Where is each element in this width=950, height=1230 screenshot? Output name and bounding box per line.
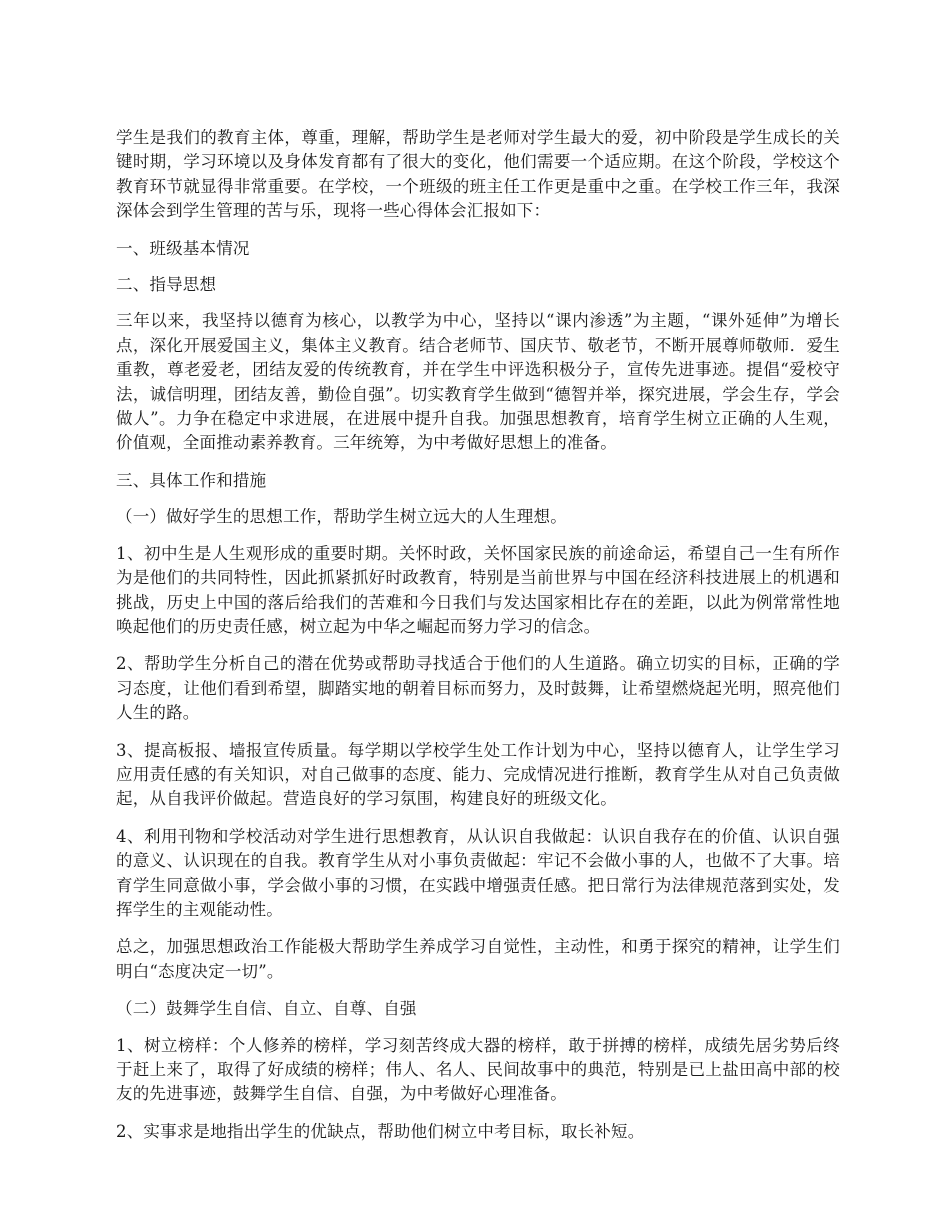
subsection-heading-encouragement: （二）鼓舞学生自信、自立、自尊、自强 [116,999,417,1019]
intro-paragraph: 学生是我们的教育主体，尊重，理解，帮助学生是老师对学生最大的爱，初中阶段是学生成长的关键时期，学习环境以及身体发育都有了很大的变化，他们需要一个适应期。在这个阶段，学校这个教育环节就显得非常重要。在学校，一个班级的班主任工作更是重中之重。在学校工作三年，我深深体会到学生管理的苦与乐，现将一些心得体会汇报如下： [116,128,840,221]
list-item-4: 4、利用刊物和学校活动对学生进行思想教育，从认识自我做起：认识自我存在的价值、认识自强的意义、认识现在的自我。教育学生从对小事负责做起：牢记不会做小事的人，也做不了大事。培育学生同意做小事，学会做小事的习惯，在实践中增强责任感。把日常行为法律规范落到实处，发挥学生的主观能动性。 [116,826,840,919]
list-item-role-models: 1、树立榜样：个人修养的榜样，学习刻苦终成大器的榜样，敢于拼搏的榜样，成绩先居劣势后终于赶上来了，取得了好成绩的榜样；伟人、名人、民间故事中的典范，特别是已上盐田高中部的校友的先进事迹，鼓舞学生自信、自强，为中考做好心理准备。 [116,1035,840,1104]
summary-paragraph: 总之，加强思想政治工作能极大帮助学生养成学习自觉性，主动性，和勇于探究的精神，让学生们明白“态度决定一切”。 [116,937,840,981]
list-item-strengths: 2、实事求是地指出学生的优缺点，帮助他们树立中考目标，取长补短。 [116,1121,645,1141]
section-heading-class-info: 一、班级基本情况 [116,238,250,258]
guiding-ideas-paragraph: 三年以来，我坚持以德育为核心，以教学为中心，坚持以“课内渗透”为主题，“课外延伸”为增长点，深化开展爱国主义，集体主义教育。结合老师节、国庆节、敬老节，不断开展尊师敬师．爱生重教，尊老爱老，团结友爱的传统教育，并在学生中评选积极分子，宣传先进事迹。提倡“爱校守法，诚信明理，团结友善，勤俭自强”。切实教育学生做到“德智并举，探究进展，学会生存，学会做人”。力争在稳定中求进展，在进展中提升自我。加强思想教育，培育学生树立正确的人生观，价值观，全面推动素养教育。三年统筹，为中考做好思想上的准备。 [116,311,840,453]
subsection-heading-ideology: （一）做好学生的思想工作，帮助学生树立远大的人生理想。 [116,507,567,527]
list-item-1: 1、初中生是人生观形成的重要时期。关怀时政，关怀国家民族的前途命运，希望自己一生有所作为是他们的共同特性，因此抓紧抓好时政教育，特别是当前世界与中国在经济科技进展上的机遇和挑战，历史上中国的落后给我们的苦难和今日我们与发达国家相比存在的差距，以此为例常常性地唤起他们的历史责任感，树立起为中华之崛起而努力学习的信念。 [116,543,840,636]
section-heading-measures: 三、具体工作和措施 [116,470,267,490]
section-heading-guiding-ideas: 二、指导思想 [116,275,217,295]
list-item-3: 3、提高板报、墙报宣传质量。每学期以学校学生处工作计划为中心，坚持以德育人，让学生学习应用责任感的有关知识，对自己做事的态度、能力、完成情况进行推断，教育学生从对自己负责做起，从自我评价做起。营造良好的学习氛围，构建良好的班级文化。 [116,740,840,809]
list-item-2: 2、帮助学生分析自己的潜在优势或帮助寻找适合于他们的人生道路。确立切实的目标，正确的学习态度，让他们看到希望，脚踏实地的朝着目标而努力，及时鼓舞，让希望燃烧起光明，照亮他们人生的路。 [116,654,840,723]
document-page [116,126,840,1157]
